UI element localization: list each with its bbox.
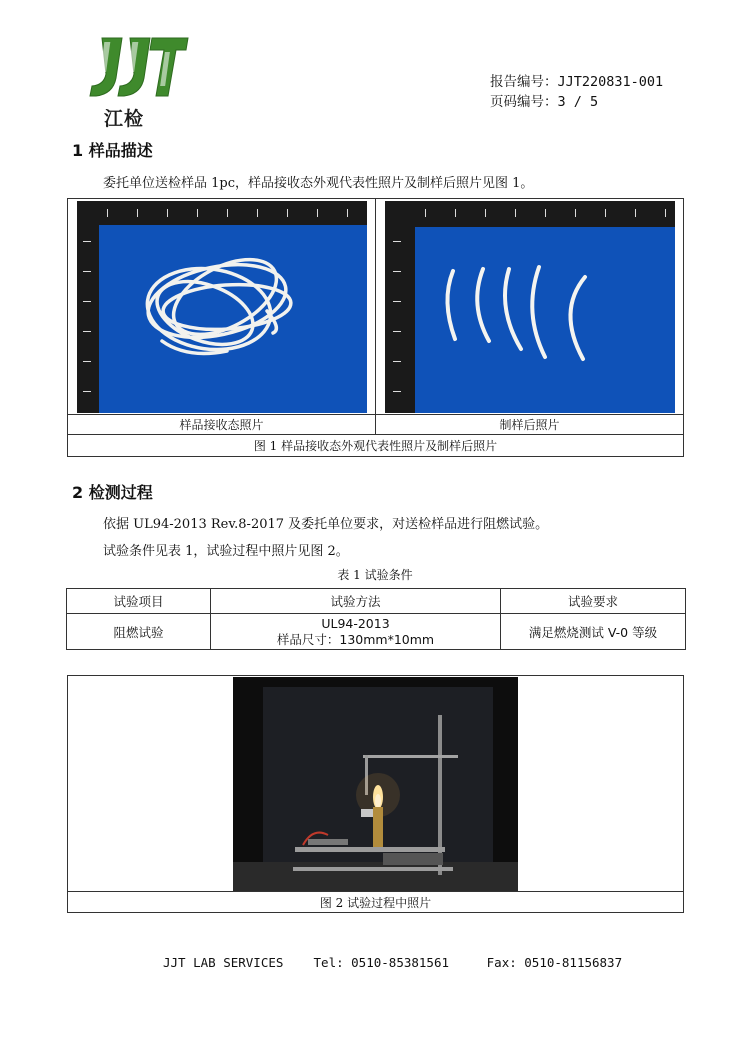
prepared-photo-label: 制样后照片 — [376, 415, 684, 435]
table-header-method: 试验方法 — [211, 589, 501, 614]
footer-company: JJT LAB SERVICES — [163, 955, 284, 970]
logo-chinese-name: 江检 — [104, 108, 145, 130]
section-2-paragraph-2: 试验条件见表 1，试验过程中照片见图 2。 — [103, 544, 349, 559]
section-2-title: 2 检测过程 — [72, 483, 153, 502]
received-photo-label: 样品接收态照片 — [68, 415, 376, 435]
page-number-line — [490, 92, 663, 112]
section-2-paragraph-1: 依据 UL94-2013 Rev.8-2017 及委托单位要求，对送检样品进行阻燃试验。 — [103, 517, 549, 532]
table-cell-requirement: 满足燃烧测试 V-0 等级 — [501, 614, 686, 650]
prepared-sample-photo — [385, 201, 675, 413]
report-number-label: 报告编号： — [490, 74, 558, 90]
report-meta — [490, 72, 663, 112]
page-number-label: 页码编号： — [490, 94, 558, 110]
flame-test-photo — [233, 677, 518, 891]
received-sample-photo — [77, 201, 367, 413]
received-sample-photo-cell — [68, 199, 376, 415]
figure-1-caption: 图 1 样品接收态外观代表性照片及制样后照片 — [68, 435, 684, 457]
table-header-item: 试验项目 — [67, 589, 211, 614]
method-standard: UL94-2013 — [321, 615, 390, 631]
page-footer — [163, 955, 622, 970]
table-cell-item: 阻燃试验 — [67, 614, 211, 650]
footer-tel: Tel: 0510-85381561 — [313, 955, 449, 970]
method-sample-size: 样品尺寸：130mm*10mm — [276, 631, 435, 647]
page-number: 3 / 5 — [557, 94, 599, 110]
figure-1-table — [67, 198, 684, 457]
test-conditions-table — [66, 588, 686, 650]
table-1-title: 表 1 试验条件 — [337, 568, 413, 582]
figure-2-table — [67, 675, 684, 913]
figure-2-caption: 图 2 试验过程中照片 — [68, 892, 684, 913]
test-photo-cell — [68, 676, 684, 892]
table-cell-method — [211, 614, 501, 650]
report-number-line — [490, 72, 663, 92]
prepared-sample-photo-cell — [376, 199, 684, 415]
table-header-requirement: 试验要求 — [501, 589, 686, 614]
footer-fax: Fax: 0510-81156837 — [486, 955, 623, 970]
section-1-title: 1 样品描述 — [72, 141, 153, 160]
section-1-paragraph: 委托单位送检样品 1pc，样品接收态外观代表性照片及制样后照片见图 1。 — [103, 176, 534, 191]
report-number: JJT220831-001 — [557, 74, 664, 90]
